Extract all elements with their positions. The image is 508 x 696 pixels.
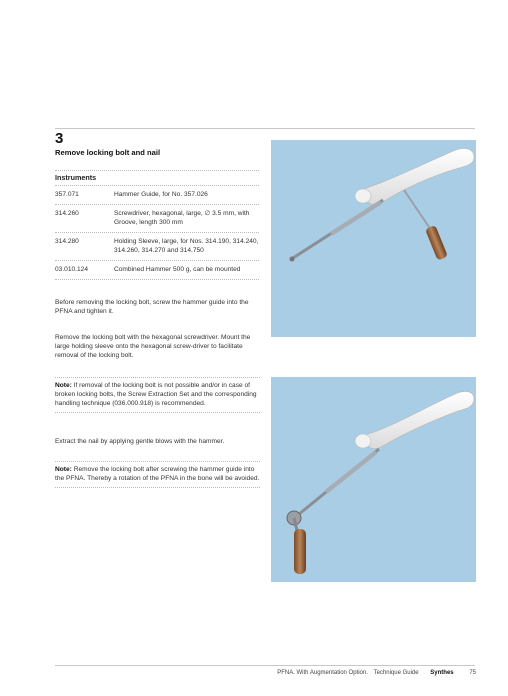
femur-bone <box>365 149 474 205</box>
instrument-code: 357.071 <box>55 191 79 198</box>
note-text: If removal of the locking bolt is not possible and/or in case of broken locking bolts, the Screw Extraction Set and the corresponding handling technique (036.000.918) is recommended. <box>55 382 257 407</box>
femoral-head <box>355 189 371 203</box>
paragraph-extract-nail: Extract the nail by applying gentle blows with the hammer. <box>55 438 225 445</box>
table-row <box>55 204 259 232</box>
note-label: Note: <box>55 466 72 473</box>
footer-brand: Synthes <box>430 670 454 676</box>
instrument-description: Hammer Guide, for No. 357.026 <box>114 191 208 198</box>
femur-screwdriver-illustration <box>271 140 476 337</box>
instrument-code: 314.260 <box>55 210 79 217</box>
footer-guide-label: Technique Guide <box>373 670 419 676</box>
note-screw-extraction <box>55 377 260 413</box>
note-text: Remove the locking bolt after screwing the hammer guide into the PFNA. Thereby a rotation of the PFNA in the bone will be avoided. <box>55 466 260 482</box>
instruments-table <box>55 170 259 280</box>
shaft-tip <box>290 257 295 262</box>
femur-hammer-illustration <box>271 377 476 582</box>
table-row <box>55 232 259 260</box>
hammer-guide <box>404 190 431 230</box>
femoral-head <box>355 434 371 448</box>
figure-locking-bolt-removal <box>271 140 476 337</box>
table-row <box>55 185 259 204</box>
note-label: Note: <box>55 382 72 389</box>
paragraph-hammer-guide: Before removing the locking bolt, screw the hammer guide into the PFNA and tighten it. <box>55 299 249 315</box>
page-number: 75 <box>469 670 476 676</box>
instruments-header: Instruments <box>55 170 259 185</box>
wooden-handle <box>425 225 448 261</box>
holding-sleeve <box>326 452 376 492</box>
step-number: 3 <box>55 130 64 147</box>
instrument-code: 03.010.124 <box>55 266 89 273</box>
instrument-description: Holding Sleeve, large, for Nos. 314.190, 314.240, 314.260, 314.270 and 314.750 <box>114 238 259 254</box>
instrument-description: Screwdriver, hexagonal, large, ∅ 3.5 mm, with Groove, length 300 mm <box>114 210 250 226</box>
wooden-handle <box>294 529 306 574</box>
step-title: Remove locking bolt and nail <box>55 148 161 157</box>
paragraph-remove-bolt: Remove the locking bolt with the hexagonal screwdriver. Mount the large holding sleeve onto the hexagonal screw-driver to facilitate removal of the locking bolt. <box>55 334 251 359</box>
note-rotation <box>55 461 260 488</box>
footer-document-title: PFNA. With Augmentation Option. <box>277 670 368 676</box>
figure-nail-extraction <box>271 377 476 582</box>
page-footer <box>277 670 476 676</box>
top-rule <box>55 128 475 129</box>
table-row <box>55 260 259 280</box>
femur-bone <box>365 392 474 449</box>
footer-rule <box>55 665 475 666</box>
holding-sleeve <box>331 202 381 234</box>
instrument-code: 314.280 <box>55 238 79 245</box>
instrument-description: Combined Hammer 500 g, can be mounted <box>114 266 241 273</box>
